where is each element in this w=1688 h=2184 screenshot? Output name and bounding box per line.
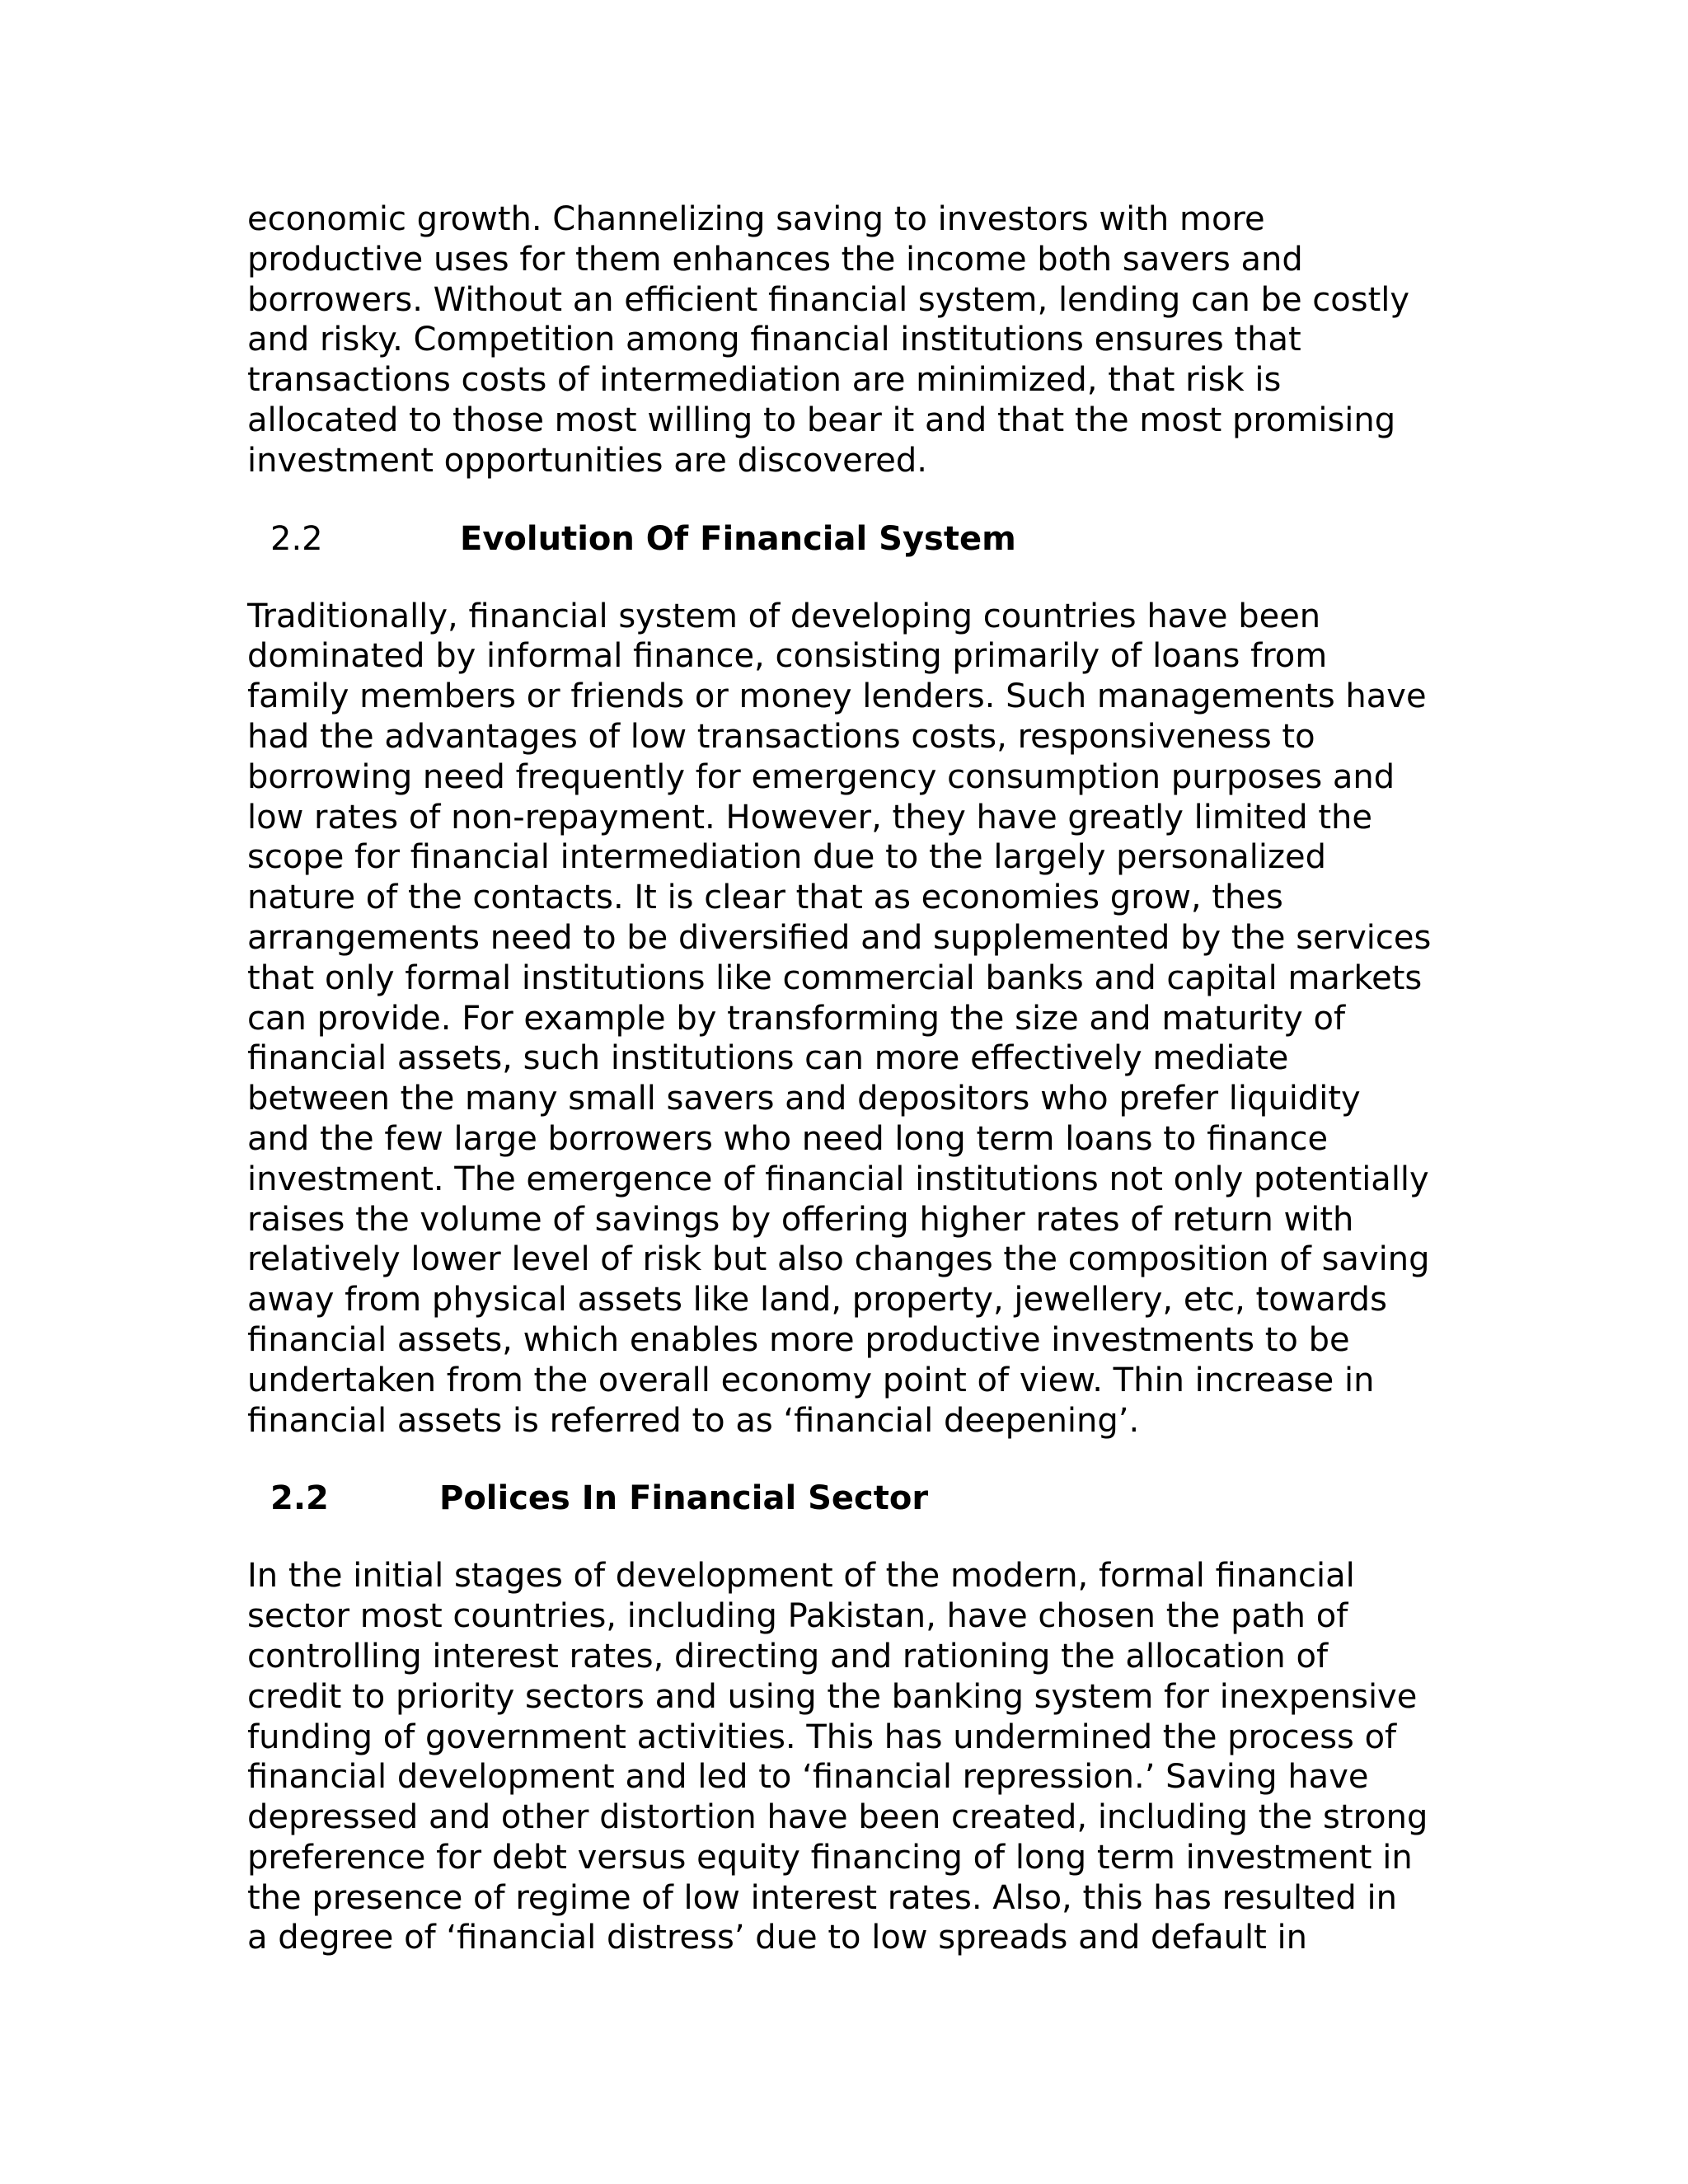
section-heading-polices (247, 1479, 1451, 1518)
section-number: 2.2 (270, 519, 323, 558)
section-heading-evolution (247, 519, 1451, 559)
document-page (247, 199, 1451, 1958)
section-number: 2.2 (270, 1479, 329, 1518)
section-title: Evolution Of Financial System (460, 519, 1016, 558)
body-paragraph-intro: economic growth. Channelizing saving to investors with more productive uses for them enhances the income both savers and borrowers. Without an efficient financial system, lending can be costly and risky. Competition among financial institutions ensures that transactions costs of intermediation are minimized, that risk is allocated to those most willing to bear it and that the most promising investment opportunities are discovered. (247, 200, 1410, 480)
body-paragraph-polices: In the initial stages of development of the modern, formal financial sector most countries, including Pakistan, have chosen the path of controlling interest rates, directing and rationing the allocation of credit to priority sectors and using the banking system for inexpensive funding of government activities. This has undermined the process of financial development and led to ‘financial repression.’ Saving have depressed and other distortion have been created, including the strong preference for debt versus equity financing of long term investment in the presence of regime of low interest rates. Also, this has resulted in a degree of ‘financial distress’ due to low spreads and default in (247, 1557, 1428, 1957)
body-paragraph-evolution: Traditionally, financial system of developing countries have been dominated by informal finance, consisting primarily of loans from family members or friends or money lenders. Such managements have had the advantages of low transactions costs, responsiveness to borrowing need frequently for emergency consumption purposes and low rates of non-repayment. However, they have greatly limited the scope for financial intermediation due to the largely personalized nature of the contacts. It is clear that as economies grow, thes arrangements need to be diversified and supplemented by the services that only formal institutions like commercial banks and capital markets can provide. For example by transforming the size and maturity of financial assets, such institutions can more effectively mediate between the many small savers and depositors who prefer liquidity and the few large borrowers who need long term loans to finance investment. The emergence of financial institutions not only potentially raises the volume of savings by offering higher rates of return with relatively lower level of risk but also changes the composition of saving away from physical assets like land, property, jewellery, etc, towards financial assets, which enables more productive investments to be undertaken from the overall economy point of view. Thin increase in financial assets is referred to as ‘financial deepening’. (247, 597, 1432, 1440)
section-title: Polices In Financial Sector (439, 1479, 929, 1518)
